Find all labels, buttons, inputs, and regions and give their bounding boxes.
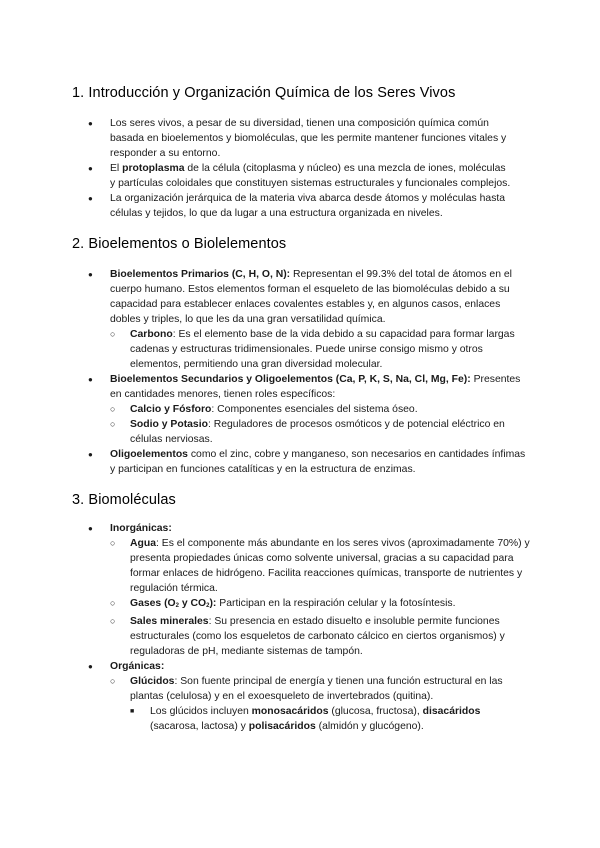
item-bold: Sodio y Potasio bbox=[130, 419, 208, 430]
section-title-biomoleculas: 3. Biomoléculas bbox=[72, 492, 176, 508]
item-text: (sacarosa, lactosa) y bbox=[150, 721, 249, 732]
item-text: : Es el componente más abundante en los seres vivos (aproximadamente 70%) y presenta propiedades únicas como solvente universal, gracias a su capacidad para formar enlaces de hidrógeno. Facilita reacciones químicas, transporte de nutrientes y regulación térmica. bbox=[130, 538, 530, 594]
inorganicas-sublist bbox=[110, 536, 530, 659]
list-item bbox=[72, 161, 512, 191]
list-item-sodio bbox=[110, 417, 530, 447]
item-bold: Bioelementos Secundarios y Oligoelementos (Ca, P, K, S, Na, Cl, Mg, Fe): bbox=[110, 374, 471, 385]
item-text: El bbox=[110, 163, 123, 174]
item-text: (glucosa, fructosa), bbox=[328, 706, 423, 717]
item-text: : Reguladores de procesos osmóticos y de potencial eléctrico en células nerviosas. bbox=[130, 419, 505, 445]
item-text: Los seres vivos, a pesar de su diversidad, tienen una composición química común basada en bioelementos y biomoléculas, que les permite mantener funciones vitales y responder a su entorno. bbox=[110, 118, 507, 159]
list-item-sales bbox=[110, 614, 530, 659]
intro-list bbox=[72, 116, 512, 221]
gases-part: y CO bbox=[178, 598, 207, 609]
subscript: 2 bbox=[175, 603, 179, 609]
list-item-calcio bbox=[110, 402, 530, 417]
biomoleculas-list bbox=[72, 521, 530, 734]
item-text: : Son fuente principal de energía y tienen una función estructural en las plantas (celulosa) y en el exoesqueleto de invertebrados (quitina). bbox=[130, 676, 503, 702]
item-bold: protoplasma bbox=[122, 163, 185, 174]
subscript: 2 bbox=[206, 603, 210, 609]
secundarios-sublist bbox=[110, 402, 530, 447]
list-item-organicas bbox=[72, 659, 530, 734]
item-bold: Agua bbox=[130, 538, 156, 549]
list-item-gases bbox=[110, 596, 530, 614]
list-item-glucidos bbox=[110, 674, 530, 734]
list-item bbox=[72, 116, 512, 161]
item-bold: polisacáridos bbox=[248, 721, 316, 732]
item-bold: Inorgánicas: bbox=[110, 523, 172, 534]
section-title-bioelementos: 2. Bioelementos o Biolelementos bbox=[72, 236, 287, 252]
section-title-introduccion: 1. Introducción y Organización Química de los Seres Vivos bbox=[72, 85, 456, 101]
item-text: : Es el elemento base de la vida debido a su capacidad para formar largas cadenas y estructuras tridimensionales. Puede unirse consigo mismo y otros elementos, permitiendo una gran diversidad molecular. bbox=[130, 329, 515, 370]
item-bold bbox=[130, 598, 216, 609]
list-item-secundarios bbox=[72, 372, 530, 447]
list-item-carbono bbox=[110, 327, 530, 372]
document-page bbox=[72, 84, 530, 734]
item-text: : Componentes esenciales del sistema óseo. bbox=[211, 404, 418, 415]
item-text: Los glúcidos incluyen bbox=[150, 706, 252, 717]
item-bold: Carbono bbox=[130, 329, 173, 340]
list-item bbox=[72, 191, 512, 221]
item-bold: Calcio y Fósforo bbox=[130, 404, 212, 415]
item-bold: monosacáridos bbox=[251, 706, 329, 717]
gases-part: ): bbox=[209, 598, 217, 609]
item-bold: disacáridos bbox=[422, 706, 481, 717]
item-bold: Glúcidos bbox=[130, 676, 175, 687]
list-item-oligoelementos bbox=[72, 447, 530, 477]
glucidos-sublist bbox=[130, 704, 530, 734]
primarios-sublist bbox=[110, 327, 530, 372]
item-bold: Bioelementos Primarios (C, H, O, N): bbox=[110, 269, 291, 280]
list-item-inorganicas bbox=[72, 521, 530, 659]
organicas-sublist bbox=[110, 674, 530, 734]
item-text: Presentes en cantidades menores, tienen roles específicos: bbox=[110, 374, 521, 400]
item-text: La organización jerárquica de la materia viva abarca desde átomos y moléculas hasta células y tejidos, lo que da lugar a una estructura organizada en niveles. bbox=[110, 193, 506, 219]
item-bold: Sales minerales bbox=[130, 616, 209, 627]
item-text: : Su presencia en estado disuelto e insoluble permite funciones estructurales (como los esqueletos de carbonato cálcico en ciertos organismos) y reguladoras de pH, mediante sistemas de tampón. bbox=[130, 616, 505, 657]
list-item-glucidos-tipos bbox=[130, 704, 530, 734]
gases-part: Gases (O bbox=[130, 598, 176, 609]
item-text: (almidón y glucógeno). bbox=[315, 721, 424, 732]
item-text: Representan el 99.3% del total de átomos en el cuerpo humano. Estos elementos forman el esqueleto de las biomoléculas debido a su capacidad para establecer enlaces covalentes estables y, en algunos casos, enlaces dobles y triples, lo que les da una gran versatilidad química. bbox=[110, 269, 512, 325]
item-text: como el zinc, cobre y manganeso, son necesarios en cantidades ínfimas y participan en funciones catalíticas y en la estructura de enzimas. bbox=[110, 449, 526, 475]
list-item-agua bbox=[110, 536, 530, 596]
list-item-primarios bbox=[72, 267, 530, 372]
item-bold: Orgánicas: bbox=[110, 661, 165, 672]
item-text: Participan en la respiración celular y la fotosíntesis. bbox=[216, 598, 456, 609]
item-bold: Oligoelementos bbox=[110, 449, 188, 460]
bioelementos-list bbox=[72, 267, 530, 477]
item-text: de la célula (citoplasma y núcleo) es una mezcla de iones, moléculas y partículas coloidales que constituyen sistemas estructurales y funcionales complejos. bbox=[110, 163, 511, 189]
